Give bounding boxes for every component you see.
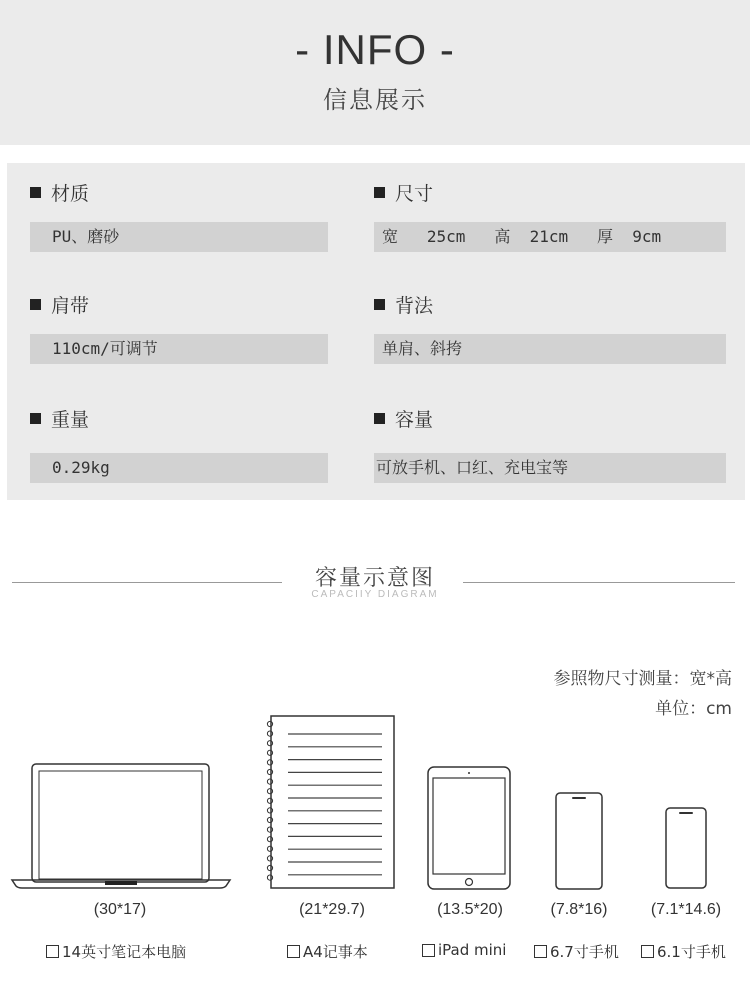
notebook-ring	[267, 779, 272, 784]
capacity-value: 可放手机、口红、充电宝等	[374, 453, 726, 483]
notebook-ring	[267, 760, 272, 765]
page-subtitle: 信息展示	[323, 86, 427, 114]
bullet-square-icon	[30, 413, 41, 424]
device-name: A4记事本	[287, 941, 368, 962]
notebook-ring	[267, 837, 272, 842]
carry-label: 背法	[374, 291, 433, 317]
checkbox-icon	[46, 945, 59, 958]
checkbox-icon	[422, 944, 435, 957]
notebook-ring	[267, 875, 272, 880]
weight-value: 0.29kg	[30, 453, 328, 483]
reference-unit: 单位：cm	[655, 699, 732, 719]
notebook-ring	[267, 750, 272, 755]
notebook-ring	[267, 856, 272, 861]
size-value: 宽 25cm 高 21cm 厚 9cm	[374, 222, 726, 252]
bullet-square-icon	[374, 187, 385, 198]
notebook-ring	[267, 731, 272, 736]
capacity-subtitle: CAPACIIY DIAGRAM	[311, 589, 439, 600]
phone-icon	[664, 806, 708, 890]
notebook-ring	[267, 741, 272, 746]
weight-label: 重量	[30, 405, 89, 431]
capacity-section-header	[0, 555, 750, 615]
bullet-square-icon	[30, 187, 41, 198]
device-dims: (21*29.7)	[299, 901, 365, 918]
device-name: iPad mini	[422, 941, 506, 959]
notebook-icon	[262, 714, 398, 892]
checkbox-icon	[287, 945, 300, 958]
size-label: 尺寸	[374, 179, 433, 205]
header-banner	[0, 0, 750, 145]
checkbox-icon	[641, 945, 654, 958]
checkbox-icon	[534, 945, 547, 958]
notebook-ring	[267, 721, 272, 726]
notebook-ring	[267, 817, 272, 822]
notebook-ring	[267, 846, 272, 851]
notebook-ring	[267, 865, 272, 870]
device-dims: (30*17)	[93, 901, 147, 918]
strap-value: 110cm/可调节	[30, 334, 328, 364]
bullet-square-icon	[374, 299, 385, 310]
capacity-title: 容量示意图	[314, 566, 435, 591]
device-dims: (7.1*14.6)	[650, 901, 722, 918]
reference-note: 参照物尺寸测量：宽*高	[553, 669, 732, 689]
tablet-icon	[426, 765, 512, 891]
device-dims: (13.5*20)	[437, 901, 503, 918]
strap-label: 肩带	[30, 291, 89, 317]
notebook-ring	[267, 808, 272, 813]
laptop-icon	[10, 760, 232, 890]
bullet-square-icon	[374, 413, 385, 424]
notebook-ring	[267, 798, 272, 803]
bullet-square-icon	[30, 299, 41, 310]
notebook-ring	[267, 769, 272, 774]
material-value: PU、磨砂	[30, 222, 328, 252]
material-label: 材质	[30, 179, 89, 205]
device-name: 6.1寸手机	[641, 941, 726, 962]
device-dims: (7.8*16)	[550, 901, 608, 918]
capacity-label: 容量	[374, 405, 433, 431]
device-name: 6.7寸手机	[534, 941, 619, 962]
phone-icon	[554, 791, 604, 891]
carry-value: 单肩、斜挎	[374, 334, 726, 364]
device-name: 14英寸笔记本电脑	[46, 941, 186, 962]
page-title: - INFO -	[295, 26, 455, 73]
notebook-ring	[267, 827, 272, 832]
info-panel	[7, 163, 745, 500]
notebook-ring	[267, 789, 272, 794]
